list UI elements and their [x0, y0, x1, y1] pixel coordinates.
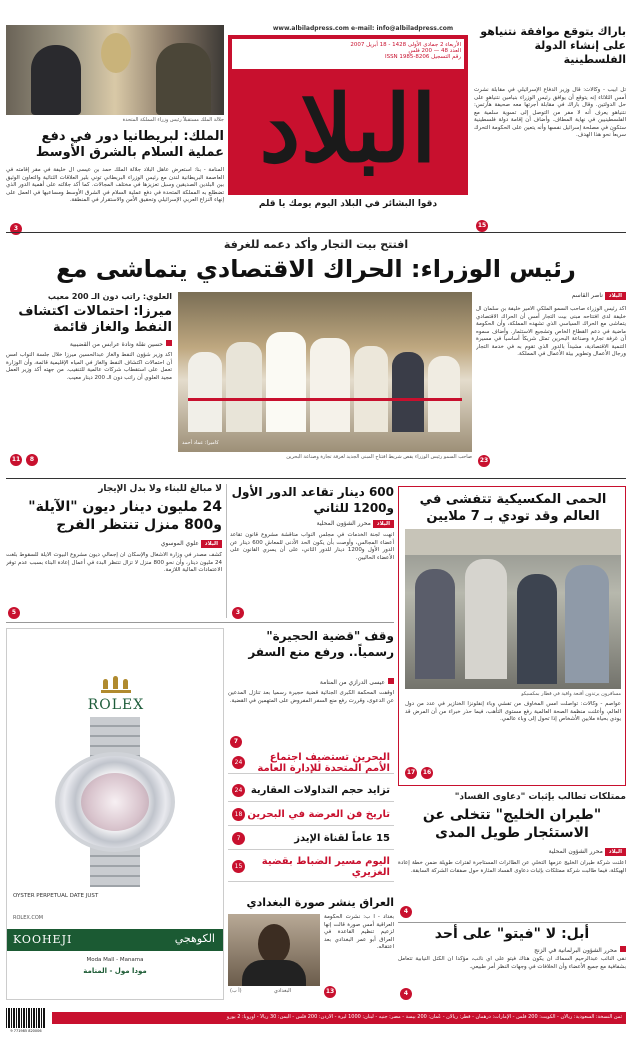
kooheji-bar — [7, 929, 223, 951]
bullet-text: البحرين تستضيف اجتماع الأمم المتحدة للإدارة العامة — [257, 751, 390, 774]
ribbon — [188, 398, 462, 401]
divider — [226, 484, 227, 618]
masthead-dateline: الأربعاء 2 جمادى الأولى 1428 - 18 أبريل 2007 العدد 48 — 200 فلس رقم التسجيل ISSN 1985-8206 — [232, 39, 464, 69]
masthead-date: الأربعاء 2 جمادى الأولى 1428 - 18 أبريل 2007 — [350, 42, 461, 48]
lead-byline — [476, 292, 626, 300]
stone-text: أوقفت المحكمة الكبرى الجنائية قضية حجيرة رسمياً بعد تنازل المدعين عن الدعوى، وقررت رفع منع السفر المفروض على المتهمين في القضية. — [228, 690, 394, 704]
left-badge-b[interactable]: 11 — [10, 454, 22, 466]
masthead-reg: رقم التسجيل — [431, 54, 461, 60]
veto-author-text: محرر الشؤون البرلمانية في الزنج — [534, 947, 617, 954]
kooheji-logo: KOOHEJI — [13, 933, 73, 946]
gulf-byline — [398, 848, 626, 856]
watch-image — [35, 717, 195, 887]
bullet-item[interactable] — [228, 804, 394, 826]
iraq-story — [228, 896, 394, 1000]
gulf-headline[interactable]: "طيران الخليج" تتخلى عن الاستئجار طويل المدى — [422, 807, 602, 841]
footer — [6, 1008, 626, 1033]
masthead-web: www.albiladpress.com e-mail: info@albiladpress.com — [272, 25, 454, 32]
veto-headline[interactable]: أبل: لا "فيتو" على أحد — [434, 926, 590, 942]
flu-caption: مسافرون يرتدون أقنعة واقية في قطار بمكسيكو — [521, 691, 621, 697]
flu-text: عواصم - وكالات: تواصلت أمس المخاوف من تفشي وباء إنفلونزا الخنازير في عدد من دول العالم، وأعلنت منظمة الصحة العالمية رفع مستوى التأهب، فيما حذر خبراء من أن المرض قد يودي بحياة ملايين الأشخاص إذا تحول إلى وباء عالمي. — [405, 701, 621, 722]
mid-center-text: أنهت لجنة الخدمات في مجلس النواب مناقشة مشروع قانون تقاعد أعضاء المجالس، وأوصت بأن يكون الحد الأدنى للمعاش 600 دينار عن الدور الأول و1200 دينار للدور الثاني، على أن يسري القانون على الأعضاء الحاليين. — [230, 532, 394, 561]
divider — [6, 622, 394, 623]
top-left-story — [6, 25, 224, 230]
crowd — [188, 332, 462, 432]
lead-kicker: افتتح بيت التجار وأكد دعمه للغرفة — [223, 238, 409, 251]
barcode-number: 9 771985 820006 — [10, 1029, 42, 1033]
lead-text: أكد رئيس الوزراء صاحب السمو الملكي الأمير خليفة بن سلمان آل خليفة لدى افتتاحه مبنى بيت التجار أمس أن الحراك الاقتصادي يتماشى مع الحراك السياسي الذي تشهده المملكة، وأن الحكومة ماضية في دعم القطاع الخاص وتشجيع الاستثمار. وأضاف سموه أن غرفة تجارة وصناعة البحرين تمثل شريكاً أساسياً في مسيرة التنمية الاقتصادية، مشيداً بالدور الذي تقوم به في خدمة التجار ورجال الأعمال وتطوير بيئة الأعمال في المملكة. — [476, 306, 626, 357]
gulf-tag: البلاد — [605, 848, 626, 856]
stone-headline[interactable]: وقف "قضية الحجيرة" رسمياً.. ورفع منع السفر — [248, 629, 394, 659]
veto-story — [398, 926, 626, 1002]
masthead-issn: ISSN 1985-8206 — [384, 54, 430, 60]
stone-story — [228, 628, 394, 750]
iraq-headline[interactable]: العراق ينشر صورة البغدادي — [246, 896, 394, 909]
bullet-item[interactable] — [228, 780, 394, 802]
person-silhouette — [156, 43, 211, 115]
bullet-text: اليوم مسير الضباط بقضية الغزيري — [261, 855, 390, 878]
gulf-air-story — [398, 792, 626, 920]
left-badge-a[interactable]: 8 — [26, 454, 38, 466]
mid-center-author: محرر الشؤون المحلية — [316, 520, 371, 527]
bullet-num: 18 — [232, 808, 245, 821]
veto-author — [398, 946, 626, 954]
top-right-badge[interactable]: 15 — [476, 220, 488, 232]
mid-left-headline[interactable]: 24 مليون دينار ديون "الآيلة" و800 منزل تنتظر الفرج — [28, 499, 222, 533]
rolex-ad[interactable] — [6, 628, 224, 1000]
mid-left-story — [6, 484, 222, 619]
masthead-price: 200 فلس — [408, 48, 433, 54]
top-right-story — [474, 25, 626, 230]
mid-center-story — [230, 484, 394, 619]
masthead-title: البلاد — [259, 75, 437, 183]
mid-center-headline[interactable]: 600 دينار تقاعد الدور الأول و1200 للثاني — [231, 485, 394, 515]
crown-icon — [101, 679, 131, 693]
bullet-num: 15 — [232, 860, 245, 873]
watch-dial — [81, 773, 149, 831]
mid-left-byline — [6, 540, 222, 548]
rolex-brand: ROLEX — [87, 697, 145, 713]
iraq-text: بغداد - أ ب: نشرت الحكومة العراقية أمس صورة قالت إنها لزعيم تنظيم القاعدة في العراق أبو عمر البغدادي بعد اعتقاله. — [324, 914, 394, 950]
bullet-list — [228, 752, 394, 892]
left-text: أكد وزير شؤون النفط والغاز عبدالحسين ميرزا خلال جلسة النواب أمس أن احتمالات اكتشاف النفط والغاز في المياه الإقليمية قائمة، وأن الوزارة تعمل على استقطاب شركات عالمية للتنقيب. من جهته أكد وزير العمل مجيد العلوي أن راتب دون الـ 200 دينار معيب. — [6, 352, 172, 381]
masthead-slogan: دقوا البشائر في البلاد اليوم يومك يا قلم — [258, 199, 438, 209]
left-headline[interactable]: ميرزا: احتمالات اكتشاف النفط والغاز قائمة — [18, 304, 172, 335]
gulf-text: أعلنت شركة طيران الخليج عزمها التخلي عن الطائرات المستأجرة لفترات طويلة ضمن خطة إعادة الهيكلة، فيما طالبت شركة ممتلكات بإثبات دعاوى الفساد المثارة حول صفقات الشركة السابقة. — [398, 860, 626, 874]
flower-arrangement — [101, 33, 131, 73]
lead-headline[interactable]: رئيس الوزراء: الحراك الاقتصادي يتماشى مع — [56, 255, 576, 283]
rolex-site: ROLEX.COM — [13, 915, 44, 921]
barcode — [6, 1008, 46, 1028]
lead-photo-credit: كاميرا: عماد أحمد — [182, 440, 219, 446]
flu-photo — [405, 529, 621, 689]
mid-left-tag: البلاد — [201, 540, 222, 548]
stone-author — [228, 678, 394, 686]
footer-bar — [52, 1012, 626, 1024]
mid-left-badge[interactable]: 5 — [8, 607, 20, 619]
bullet-item[interactable] — [228, 752, 394, 774]
veto-badge[interactable]: 4 — [400, 988, 412, 1000]
lead-photo — [178, 292, 472, 452]
iraq-photo — [228, 914, 320, 986]
lead-story — [6, 292, 626, 467]
top-left-photo — [6, 25, 224, 115]
lead-badge[interactable]: 23 — [478, 455, 490, 467]
flu-box — [398, 486, 626, 786]
bullet-text: تزايد حجم التداولات العقارية — [250, 785, 390, 796]
bullet-text: تاريخ فن العرضة في البحرين — [247, 809, 390, 820]
lead-tag: البلاد — [605, 292, 626, 300]
flu-badge-b[interactable]: 17 — [405, 767, 417, 779]
mid-left-kicker: لا مبالغ للبناء ولا بدل الإيجار — [98, 484, 222, 494]
divider — [6, 478, 626, 479]
left-author — [6, 340, 172, 348]
footer-prices: ثمن النسخة: السعودية: ريالان - الكويت: 200 فلس - الإمارات: درهمان - قطر: ريالان - عُمان: 200 بيسة - مصر: جنيه - لبنان: 1000 ليرة - الأردن: 200 فلس - اليمن: 30 ريالاً - أوروبا: 2 يورو — [226, 1014, 622, 1020]
mid-center-tag: البلاد — [373, 520, 394, 528]
stone-author-text: عيسى الدرازي من المنامة — [319, 679, 385, 686]
top-right-headline[interactable]: باراك يتوقع موافقة نتنياهو على إنشاء الدولة الفلسطينية — [480, 25, 626, 66]
bullet-item[interactable] — [228, 852, 394, 882]
bullet-text: 15 عاماً لقناة الإيدز — [294, 833, 390, 844]
mid-left-text: كشف مصدر في وزارة الأشغال والإسكان أن إجمالي ديون مشروع البيوت الآيلة للسقوط بلغت 24 مليون دينار، وأن نحو 800 منزل لا تزال تنتظر البدء في أعمال إعادة البناء بسبب عدم توفر الاعتمادات المالية اللازمة. — [6, 552, 222, 573]
mid-center-badge[interactable]: 3 — [232, 607, 244, 619]
iraq-credit: (أ ب) — [230, 988, 242, 994]
gulf-author: محرر الشؤون المحلية — [548, 848, 603, 855]
left-author-text: حسين نقلة ونادة عرابس من القضيبية — [69, 341, 163, 348]
flu-headline[interactable]: الحمى المكسيكية تتفشى في العالم وقد تودي بـ 7 ملايين — [419, 492, 607, 524]
rolex-model: OYSTER PERPETUAL DATE JUST — [13, 893, 99, 899]
gulf-badge[interactable]: 4 — [400, 906, 412, 918]
veto-text: نفى النائب عبدالرحيم السماك أن يكون هناك فيتو على أي نائب، مؤكداً أن الكتل النيابية تتعامل بشفافية مع جميع الأعضاء وأن الخلافات في وجهات النظر أمر طبيعي. — [398, 956, 626, 970]
masthead-issue: العدد 48 — [441, 48, 461, 54]
top-left-badge[interactable]: 3 — [10, 223, 22, 235]
bullet-num: 7 — [232, 832, 245, 845]
top-left-caption: جلالة الملك مستقبلاً رئيس وزراء المملكة المتحدة — [122, 117, 224, 123]
top-left-headline[interactable]: الملك: لبريطانيا دور في دفع عملية السلام بالشرق الأوسط — [35, 129, 224, 160]
bullet-num: 24 — [232, 784, 245, 797]
lead-caption: صاحب السمو رئيس الوزراء يقص شريط افتتاح المبنى الجديد لغرفة تجارة وصناعة البحرين — [286, 454, 472, 460]
iraq-badge[interactable]: 13 — [324, 986, 336, 998]
left-kicker: العلوي: راتب دون الـ 200 معيب — [47, 292, 172, 301]
iraq-caption: البغدادي — [274, 988, 291, 994]
gulf-kicker: ممتلكات تطالب بإثبات "دعاوى الفساد" — [454, 792, 626, 802]
rolex-location-ar: مودا مول - المنامة — [83, 967, 147, 975]
kooheji-logo-ar: الكوهجي — [174, 932, 215, 945]
top-right-text: تل أبيب - وكالات: قال وزير الدفاع الإسرائيلي في مقابلة نشرت أمس الثلاثاء إنه يتوقع أن يوافق رئيس الوزراء بنيامين نتنياهو على حل الدولتين. وقال باراك في مقابلة أجرتها معه صحيفة هآرتس: نتنياهو يعرف أنه لا مفر من التوصل إلى تسوية سلمية مع الفلسطينيين في نهاية المطاف. وأضاف أن إقامة دولة فلسطينية ستكون في مصلحة إسرائيل نفسها وأنه يتعين على الحكومة التحرك سريعاً نحو هذا الهدف. — [474, 87, 626, 138]
lead-author: ناصر القاسم — [571, 292, 603, 299]
person-silhouette — [31, 45, 81, 115]
rolex-location: Moda Mall - Manama — [86, 957, 144, 963]
bullet-num: 24 — [232, 756, 245, 769]
mid-center-byline — [230, 520, 394, 528]
divider — [6, 232, 626, 233]
top-left-text: المنامة - بنا: استعرض عاهل البلاد جلالة الملك حمد بن عيسى آل خليفة في مقر إقامته في العاصمة البريطانية لندن مع رئيس الوزراء البريطاني توني بلير العلاقات الثنائية والتعاون الوثيق بين البلدين الصديقين وسبل تعزيزها في مختلف المجالات. كما أكد جلالته على أهمية الدور الذي تضطلع به المملكة المتحدة في دفع عملية السلام في الشرق الأوسط ومساعيها في العمل على إنهاء النزاع العربي الإسرائيلي وتحقيق الأمن والاستقرار في المنطقة. — [6, 167, 224, 203]
stone-badge[interactable]: 7 — [230, 736, 242, 748]
masthead — [228, 25, 468, 225]
masthead-red-box — [228, 35, 468, 195]
flu-badge-a[interactable]: 16 — [421, 767, 433, 779]
bullet-item[interactable] — [228, 828, 394, 850]
mid-left-author: علوي الموسوي — [160, 540, 199, 547]
divider — [398, 922, 626, 923]
